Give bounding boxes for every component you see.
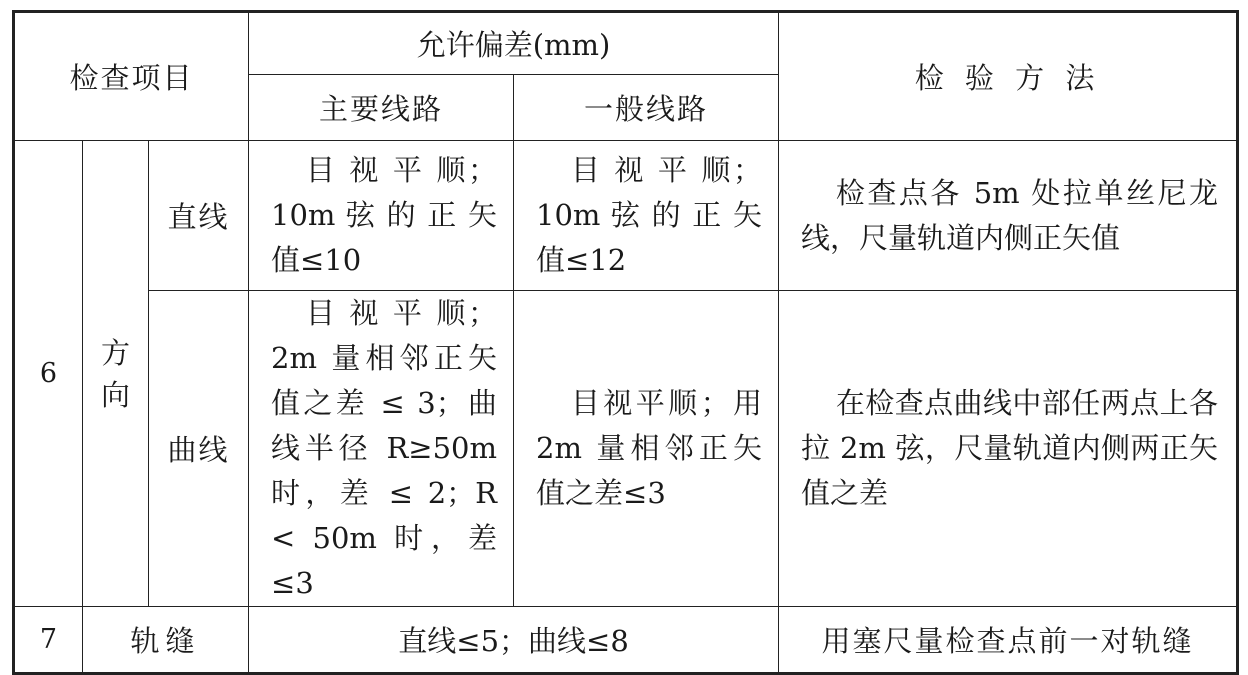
curve-main-cell — [249, 291, 514, 607]
straight-method-text: 检查点各 5m 处拉单丝尼龙线，尺量轨道内侧正矢值 — [801, 175, 1219, 255]
joint-method: 用塞尺量检查点前一对轨缝 — [779, 607, 1238, 674]
direction-label: 方向 — [101, 335, 131, 412]
joint-tolerance: 直线≤5；曲线≤8 — [249, 607, 779, 674]
straight-main-cell — [249, 141, 514, 291]
curve-method-cell — [779, 291, 1238, 607]
straight-general-cell — [514, 141, 779, 291]
curve-label: 曲线 — [149, 291, 249, 607]
straight-main-text: 目 视 平 顺；10m 弦 的 正 矢值≤10 — [271, 153, 498, 277]
straight-label: 直线 — [149, 141, 249, 291]
row-6-item — [83, 141, 149, 607]
row-7-item: 轨缝 — [83, 607, 249, 674]
curve-method-text: 在检查点曲线中部任两点上各拉 2m 弦，尺量轨道内侧两正矢值之差 — [801, 386, 1219, 510]
header-general-line: 一般线路 — [514, 75, 779, 141]
curve-general-cell — [514, 291, 779, 607]
inspection-table — [12, 10, 1239, 675]
curve-main-text: 目 视 平 顺；2m 量相邻正矢值之差 ≤ 3；曲线半径 R≥50m时，差 ≤ 2；R < 50m 时，差≤3 — [271, 296, 498, 600]
header-main-line: 主要线路 — [249, 75, 514, 141]
row-7-number: 7 — [14, 607, 83, 674]
row-6-number: 6 — [14, 141, 83, 607]
straight-general-text: 目 视 平 顺；10m 弦 的 正 矢值≤12 — [536, 153, 763, 277]
curve-general-text: 目视平顺；用2m 量相邻正矢值之差≤3 — [536, 386, 763, 510]
header-method: 检 验 方 法 — [779, 12, 1238, 141]
header-item: 检查项目 — [14, 12, 249, 141]
header-tolerance: 允许偏差(mm) — [249, 12, 779, 75]
straight-method-cell — [779, 141, 1238, 291]
